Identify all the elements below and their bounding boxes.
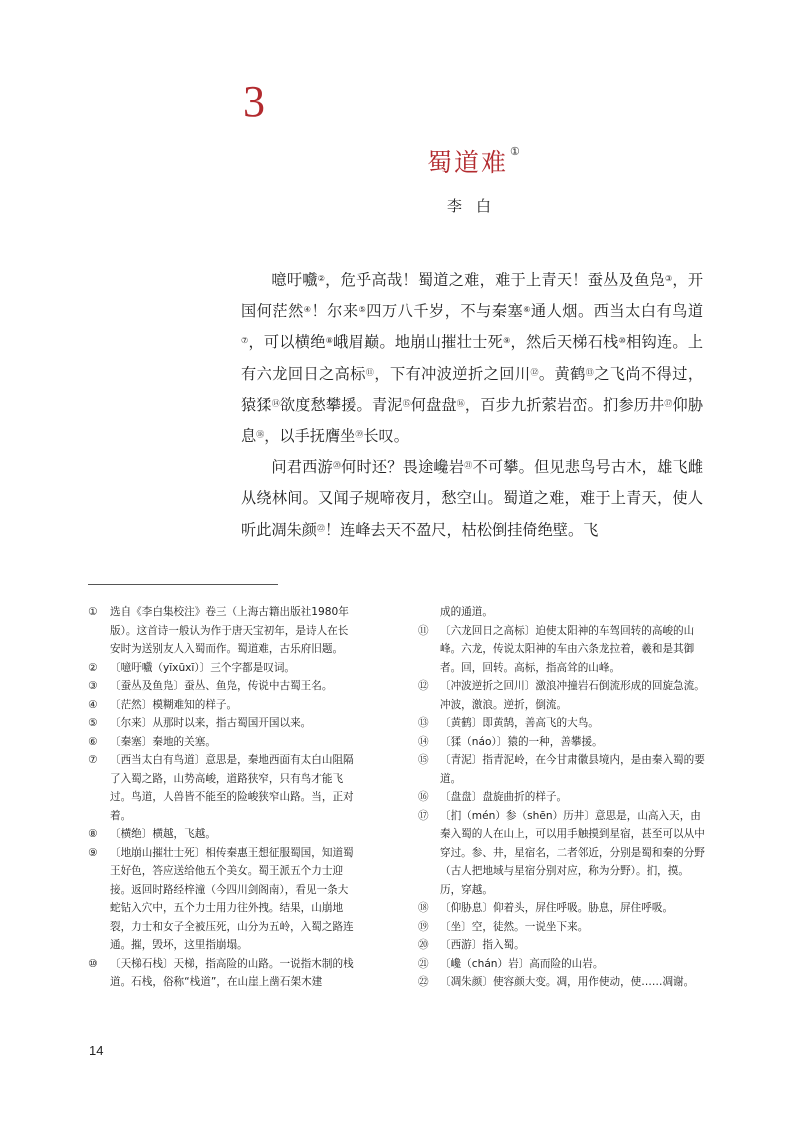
footnotes-left-column [88,603,356,992]
footnote-number: ⑳ [418,939,429,951]
note-marker[interactable]: ⑱ [256,430,265,440]
lesson-number: 3 [243,77,265,126]
footnote-number: ⑱ [418,902,429,914]
footnote [88,733,356,752]
footnote [88,696,356,715]
footnote-text: 〔噫吁嚱（yīxūxī）〕三个字都是叹词。 [110,661,296,674]
footnote-number: ⑧ [88,828,98,840]
note-marker[interactable]: ⑬ [585,367,595,377]
footnote-number: ① [88,606,98,618]
footnote-number: ⑨ [88,846,98,859]
title-note-marker[interactable]: ① [510,145,522,158]
footnote-number: ④ [88,698,98,711]
footnote [418,677,706,714]
poem-text: ，以手抚膺坐 [264,427,356,446]
footnote-text: 〔盘盘〕盘旋曲折的样子。 [440,791,568,803]
footnote [88,677,356,696]
poem-text: 何时还？畏途巉岩 [341,458,465,477]
author-given-name: 白 [476,197,492,215]
footnote [418,603,706,622]
poem-text: 之飞尚不得过，猿猱 [241,364,704,414]
poem-paragraph-1 [241,265,703,452]
footnotes-right-column [418,603,706,992]
note-marker[interactable]: ⑧ [325,336,334,346]
footnote-text: 〔巉（chán）岩〕高而险的山岩。 [440,957,604,970]
poem-text: 长叹。 [363,427,409,446]
note-marker[interactable]: ⑲ [355,430,364,440]
note-marker[interactable]: ㉒ [316,523,325,533]
note-marker[interactable]: ㉑ [464,461,473,471]
note-marker[interactable]: ⑦ [241,336,249,346]
footnote-number: ⑯ [418,791,429,803]
poem-text: ，可以横绝 [248,333,326,352]
footnote-text: 〔西当太白有鸟道〕意思是，秦地西面有太白山阻隔了入蜀之路，山势高峻，道路狭窄，只有鸟才能飞过。鸟道，人兽皆不能至的险峻狭窄山路。当，正对着。 [110,754,354,822]
footnote-text: 〔西游〕指入蜀。 [440,939,525,951]
footnote-text: 〔秦塞〕秦地的关塞。 [110,735,216,748]
footnote [418,788,706,807]
poem-text: 不可攀。但见悲鸟号古木，雄飞雌从绕林间。又闻子规啼夜月，愁空山。蜀道之难，难于上青天，使人听此凋朱颜 [241,458,704,539]
author-surname: 李 [447,197,463,215]
footnote-number: ⑪ [418,624,429,637]
footnote [88,825,356,844]
footnote-text: 〔坐〕空，徒然。一说坐下来。 [440,920,589,933]
poem-title-text: 蜀道难 [427,148,509,177]
note-marker[interactable]: ⑯ [456,398,465,408]
footnote [88,659,356,678]
footnote-text: 〔尔来〕从那时以来，指古蜀国开国以来。 [110,717,312,729]
poem-text: ！连峰去天不盈尺，枯松倒挂倚绝壁。飞 [324,520,599,539]
footnote [418,918,706,937]
note-marker[interactable]: ⑭ [271,398,280,408]
footnote [418,807,706,900]
note-marker[interactable]: ⑩ [618,336,627,346]
footnote-number: ② [88,661,98,674]
footnote-text: 〔六龙回日之高标〕迫使太阳神的车驾回转的高峻的山峰。六龙，传说太阳神的车由六条龙拉着，羲和是其御者。回，回转。高标，指高耸的山峰。 [440,624,695,674]
footnote-text: 〔茫然〕模糊难知的样子。 [110,698,238,711]
page-number: 14 [89,1043,104,1058]
footnote-text: 〔青泥〕指青泥岭，在今甘肃徽县境内，是由秦入蜀的要道。 [440,754,705,785]
footnote-number: ⑰ [418,809,429,822]
footnote-text: 〔扪（mén）参（shēn）历井〕意思是，山高入天，由秦入蜀的人在山上，可以用手触摸到星宿，甚至可以从中穿过。参、井，星宿名，二者邻近，分别是蜀和秦的分野（古人把地域与星宿分别对应，称为分野）。扪，摸。历，穿越。 [440,809,705,896]
footnote-text: 〔冲波逆折之回川〕激浪冲撞岩石倒流形成的回旋急流。冲波，激浪。逆折，倒流。 [440,680,705,711]
note-marker[interactable]: ⑮ [402,398,411,408]
footnote-number: ⑬ [418,717,429,729]
footnote [418,622,706,678]
footnote-number: ⑫ [418,680,429,692]
poem-text: ，百步九折萦岩峦。扪参历井 [464,395,665,414]
poem-text: ，下有冲波逆折之回川 [374,364,531,383]
note-marker[interactable]: ⑪ [365,367,375,377]
note-marker[interactable]: ⑰ [664,398,673,408]
poem-text: 通人烟。西当太白有鸟道 [530,302,704,321]
footnote-text: 选自《李白集校注》卷三（上海古籍出版社1980年版）。这首诗一般认为作于唐天宝初年，是诗人在长安时为送别友人入蜀而作。蜀道难，古乐府旧题。 [110,606,349,655]
note-marker[interactable]: ⑨ [503,336,511,346]
poem-text: 相钩连。上有六龙回日之高标 [241,333,704,383]
footnote [418,733,706,752]
footnote [418,751,706,788]
footnote-number: ⑩ [88,957,98,970]
poem-text: ，开国何茫然 [241,271,704,321]
note-marker[interactable]: ⑥ [523,305,531,315]
poem-text: 问君西游 [271,458,333,477]
poem-text: 。黄鹤 [538,364,586,383]
footnote [418,936,706,955]
note-marker[interactable]: ⑫ [530,367,539,377]
footnote [88,603,356,659]
footnote-number: ⑥ [88,735,98,748]
poem-text: 何盘盘 [410,395,457,414]
note-marker[interactable]: ③ [664,274,673,283]
note-marker[interactable]: ⑤ [358,305,367,315]
poem-text: 欲度愁攀援。青泥 [279,395,403,414]
poem-text: ！尔来 [311,302,359,321]
footnote-number: ⑭ [418,735,429,748]
poem-body [241,265,703,546]
note-marker[interactable]: ④ [303,305,312,315]
footnote [88,714,356,733]
footnote [418,714,706,733]
footnote-text: 成的通道。 [440,606,493,618]
footnote-text: 〔地崩山摧壮士死〕相传秦惠王想征服蜀国，知道蜀王好色，答应送给他五个美女。蜀王派五个力士迎接。返回时路经梓潼（今四川剑阁南），看见一条大蛇钻入穴中，五个力士用力往外拽。结果，山崩地裂，力士和女子全被压死，山分为五岭，入蜀之路连通。摧，毁坏，这里指崩塌。 [110,846,354,951]
footnote [88,751,356,825]
footnote-number: ⑮ [418,754,429,766]
poem-text: 噫吁嚱 [271,271,318,289]
footnote-text: 〔天梯石栈〕天梯，指高险的山路。一说指木制的栈道。石栈，俗称“栈道”，在山崖上凿石架木建 [110,957,354,988]
footnote-text: 〔横绝〕横越，飞越。 [110,828,216,840]
footnote-number: ⑦ [88,754,98,766]
note-marker[interactable]: ② [317,274,326,283]
poem-text: ，危乎高哉！蜀道之难，难于上青天！蚕丛及鱼凫 [325,271,665,289]
poem-text: ，然后天梯石栈 [510,333,619,352]
footnote [418,973,706,992]
footnote [88,844,356,955]
footnote [418,955,706,974]
author-name [447,195,491,216]
footnote-number: ⑲ [418,920,429,933]
footnote [88,955,356,992]
footnote-text: 〔蚕丛及鱼凫〕蚕丛、鱼凫，传说中古蜀王名。 [110,680,333,692]
footnote-number: ⑤ [88,717,98,729]
poem-paragraph-2 [241,452,703,546]
poem-title [427,143,522,179]
footnote-number: ㉒ [418,976,429,988]
footnote-text: 〔凋朱颜〕使容颜大变。凋，用作使动，使……凋谢。 [440,976,695,988]
footnote-text: 〔黄鹤〕即黄鹄，善高飞的大鸟。 [440,717,599,729]
poem-text: 仰胁息 [241,395,704,446]
footnote-number: ㉑ [418,957,429,970]
poem-text: 四万八千岁，不与秦塞 [366,302,524,321]
poem-text: 峨眉巅。地崩山摧壮士死 [333,333,504,352]
footnote-text: 〔仰胁息〕仰着头，屏住呼吸。胁息，屏住呼吸。 [440,902,674,914]
note-marker[interactable]: ⑳ [332,461,342,471]
footnote-number: ③ [88,680,98,692]
footnote-text: 〔猱（náo）〕猿的一种，善攀援。 [440,735,603,748]
footnote [418,899,706,918]
footnote-divider [88,584,278,585]
